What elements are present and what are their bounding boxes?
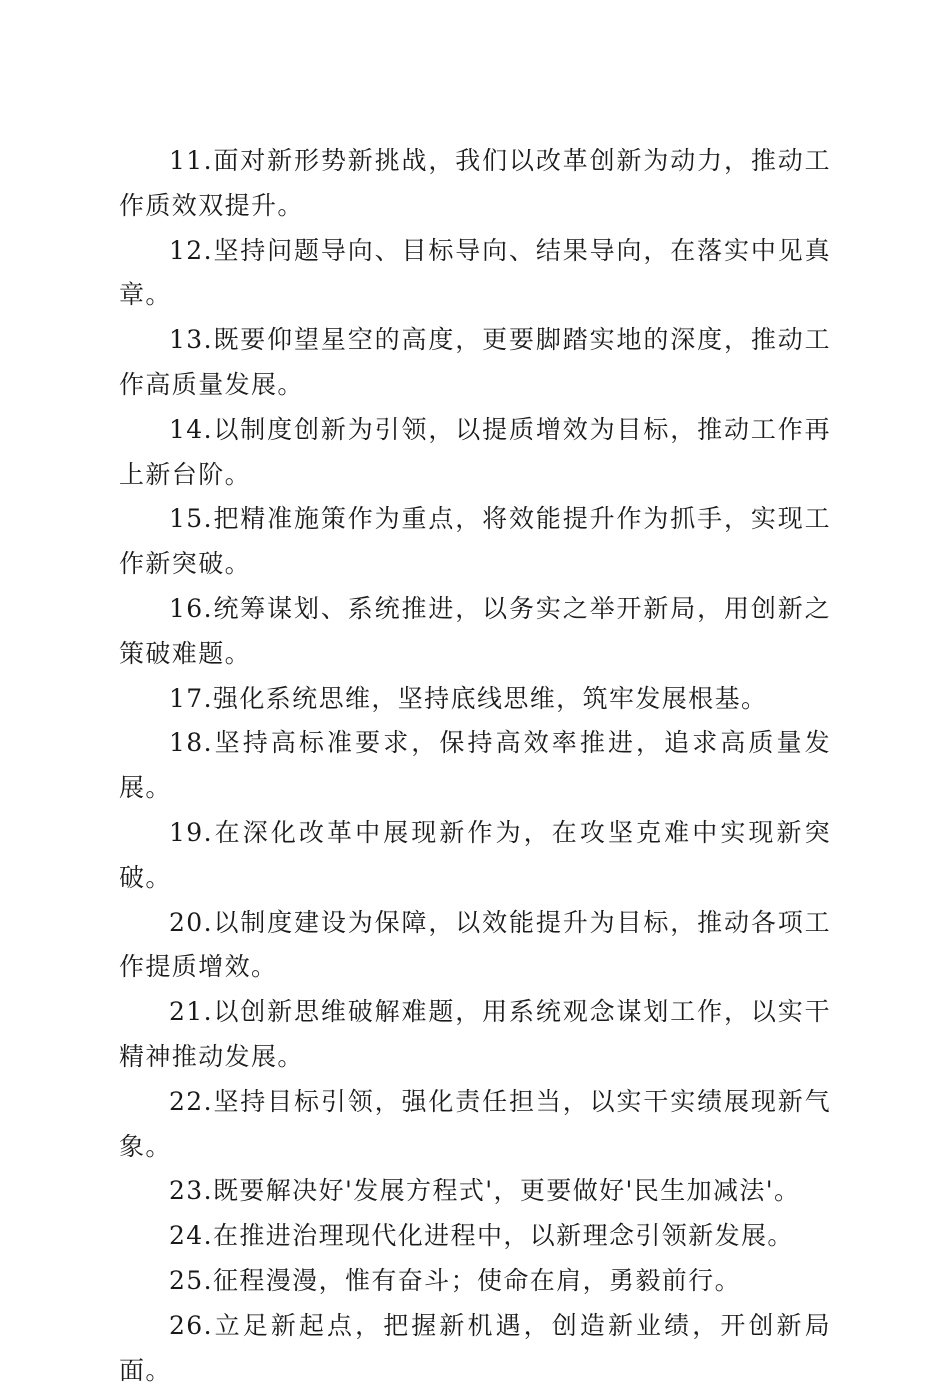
paragraph-24 xyxy=(119,1214,831,1259)
paragraph-15 xyxy=(119,497,831,587)
paragraph-21 xyxy=(119,990,831,1080)
paragraph-17 xyxy=(119,677,831,722)
paragraph-number: 14. xyxy=(169,414,213,444)
paragraph-text: 征程漫漫，惟有奋斗；使命在肩，勇毅前行。 xyxy=(212,1265,741,1295)
paragraph-number: 18. xyxy=(169,728,213,758)
paragraph-number: 23. xyxy=(169,1176,213,1206)
paragraph-text: 坚持目标引领，强化责任担当，以实干实绩展现新气象。 xyxy=(119,1086,831,1161)
paragraph-18 xyxy=(119,721,831,811)
paragraph-number: 20. xyxy=(169,907,213,937)
paragraph-text: 坚持问题导向、目标导向、结果导向，在落实中见真章。 xyxy=(119,235,831,310)
paragraph-text: 面对新形势新挑战，我们以改革创新为动力，推动工作质效双提升。 xyxy=(119,146,831,220)
paragraph-25 xyxy=(119,1259,831,1304)
paragraph-text: 坚持高标准要求，保持高效率推进，追求高质量发展。 xyxy=(119,728,831,803)
paragraph-number: 19. xyxy=(169,817,213,847)
paragraph-text: 把精准施策作为重点，将效能提升作为抓手，实现工作新突破。 xyxy=(119,504,831,579)
paragraph-22 xyxy=(119,1080,831,1170)
paragraph-text: 以创新思维破解难题，用系统观念谋划工作，以实干精神推动发展。 xyxy=(119,997,831,1071)
paragraph-number: 11. xyxy=(169,146,213,175)
paragraph-text: 以制度创新为引领，以提质增效为目标，推动工作再上新台阶。 xyxy=(119,414,831,489)
paragraph-number: 12. xyxy=(169,235,213,265)
paragraph-text: 统筹谋划、系统推进，以务实之举开新局，用创新之策破难题。 xyxy=(119,593,831,668)
paragraph-number: 24. xyxy=(169,1221,213,1251)
paragraph-number: 13. xyxy=(169,325,213,355)
paragraph-13 xyxy=(119,318,831,408)
paragraph-number: 25. xyxy=(169,1265,213,1295)
paragraph-text: 强化系统思维，坚持底线思维，筑牢发展根基。 xyxy=(212,683,768,713)
paragraph-number: 16. xyxy=(169,593,213,623)
paragraph-number: 21. xyxy=(169,997,213,1027)
paragraph-19 xyxy=(119,811,831,901)
paragraph-text: 以制度建设为保障，以效能提升为目标，推动各项工作提质增效。 xyxy=(119,907,831,982)
paragraph-number: 22. xyxy=(169,1086,213,1116)
paragraph-text: 在深化改革中展现新作为，在攻坚克难中实现新突破。 xyxy=(119,817,831,892)
paragraph-text: 立足新起点，把握新机遇，创造新业绩，开创新局面。 xyxy=(119,1310,831,1385)
paragraph-26 xyxy=(119,1304,831,1393)
paragraph-number: 17. xyxy=(169,683,213,713)
paragraph-20 xyxy=(119,901,831,991)
paragraph-number: 26. xyxy=(169,1310,213,1340)
paragraph-12 xyxy=(119,229,831,319)
paragraph-16 xyxy=(119,587,831,677)
paragraph-text: 在推进治理现代化进程中，以新理念引领新发展。 xyxy=(212,1221,794,1251)
paragraph-text: 既要仰望星空的高度，更要脚踏实地的深度，推动工作高质量发展。 xyxy=(119,325,831,399)
paragraph-text: 既要解决好'发展方程式'，更要做好'民生加减法'。 xyxy=(212,1176,801,1206)
paragraph-11 xyxy=(119,139,831,229)
document-body xyxy=(119,139,831,1393)
paragraph-number: 15. xyxy=(169,504,213,534)
paragraph-14 xyxy=(119,408,831,498)
paragraph-23 xyxy=(119,1169,831,1214)
